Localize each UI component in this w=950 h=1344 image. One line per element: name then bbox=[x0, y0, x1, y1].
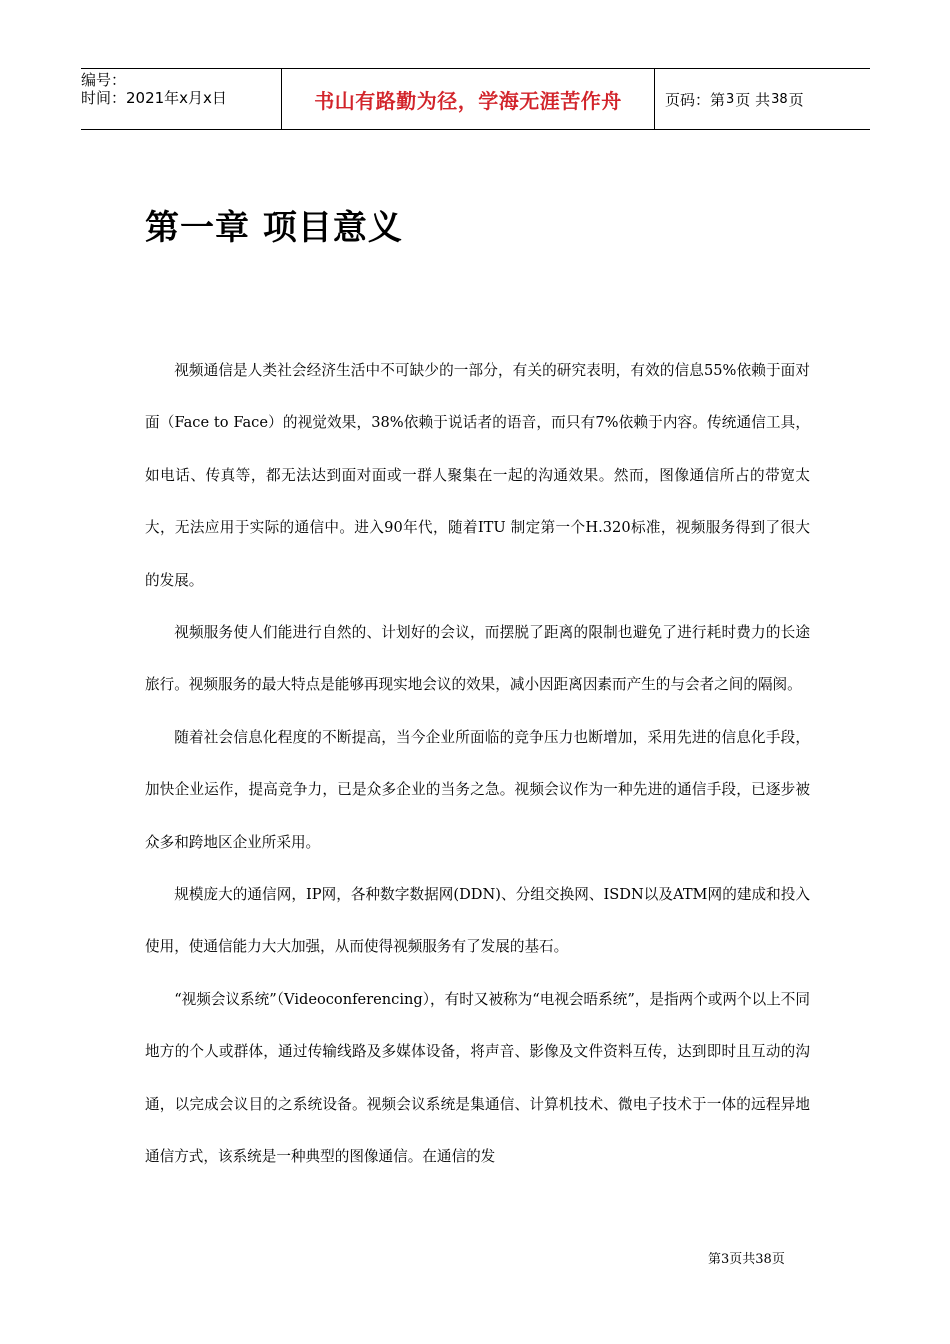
header-info-cell bbox=[81, 69, 282, 129]
header-motto: 书山有路勤为径，学海无涯苦作舟 bbox=[282, 69, 655, 129]
date-label: 时间：2021年x月x日 bbox=[81, 89, 227, 107]
header-page-number bbox=[655, 69, 870, 129]
serial-number-label: 编号： bbox=[81, 71, 127, 89]
paragraph: 随着社会信息化程度的不断提高，当今企业所面临的竞争压力也断增加，采用先进的信息化手段，加快企业运作，提高竞争力，已是众多企业的当务之急。视频会议作为一种先进的通信手段，已逐步被众多和跨地区企业所采用。 bbox=[145, 728, 810, 851]
paragraph: “视频会议系统”（Videoconferencing），有时又被称为“电视会晤系统”，是指两个或两个以上不同地方的个人或群体，通过传输线路及多媒体设备，将声音、影像及文件资料互传，达到即时且互动的沟通，以完成会议目的之系统设备。视频会议系统是集通信、计算机技术、微电子技术于一体的远程异地通信方式，该系统是一种典型的图像通信。在通信的发 bbox=[145, 990, 810, 1166]
page-footer: 第3页共38页 bbox=[708, 1252, 785, 1267]
paragraph: 规模庞大的通信网，IP网，各种数字数据网(DDN)、分组交换网、ISDN以及ATM网的建成和投入使用，使通信能力大大加强，从而使得视频服务有了发展的基石。 bbox=[145, 886, 810, 956]
paragraph: 视频通信是人类社会经济生活中不可缺少的一部分，有关的研究表明，有效的信息55%依赖于面对面（Face to Face）的视觉效果，38%依赖于说话者的语音，而只有7%依赖于内容。传统通信工具，如电话、传真等，都无法达到面对面或一群人聚集在一起的沟通效果。然而，图像通信所占的带宽太大，无法应用于实际的通信中。进入90年代，随着ITU 制定第一个H.320标准，视频服务得到了很大的发展。 bbox=[145, 362, 810, 589]
page-header bbox=[81, 68, 870, 130]
body-text bbox=[145, 345, 810, 1184]
chapter-title: 第一章 项目意义 bbox=[145, 208, 403, 248]
page-suffix: 页 bbox=[788, 90, 804, 109]
page-total: 38 bbox=[771, 91, 788, 107]
page-mid: 页 共 bbox=[735, 90, 771, 109]
paragraph: 视频服务使人们能进行自然的、计划好的会议，而摆脱了距离的限制也避免了进行耗时费力的长途旅行。视频服务的最大特点是能够再现实地会议的效果，减小因距离因素而产生的与会者之间的隔阂。 bbox=[145, 624, 810, 694]
page-current: 3 bbox=[726, 91, 735, 107]
page-prefix: 页码：第 bbox=[665, 90, 726, 109]
